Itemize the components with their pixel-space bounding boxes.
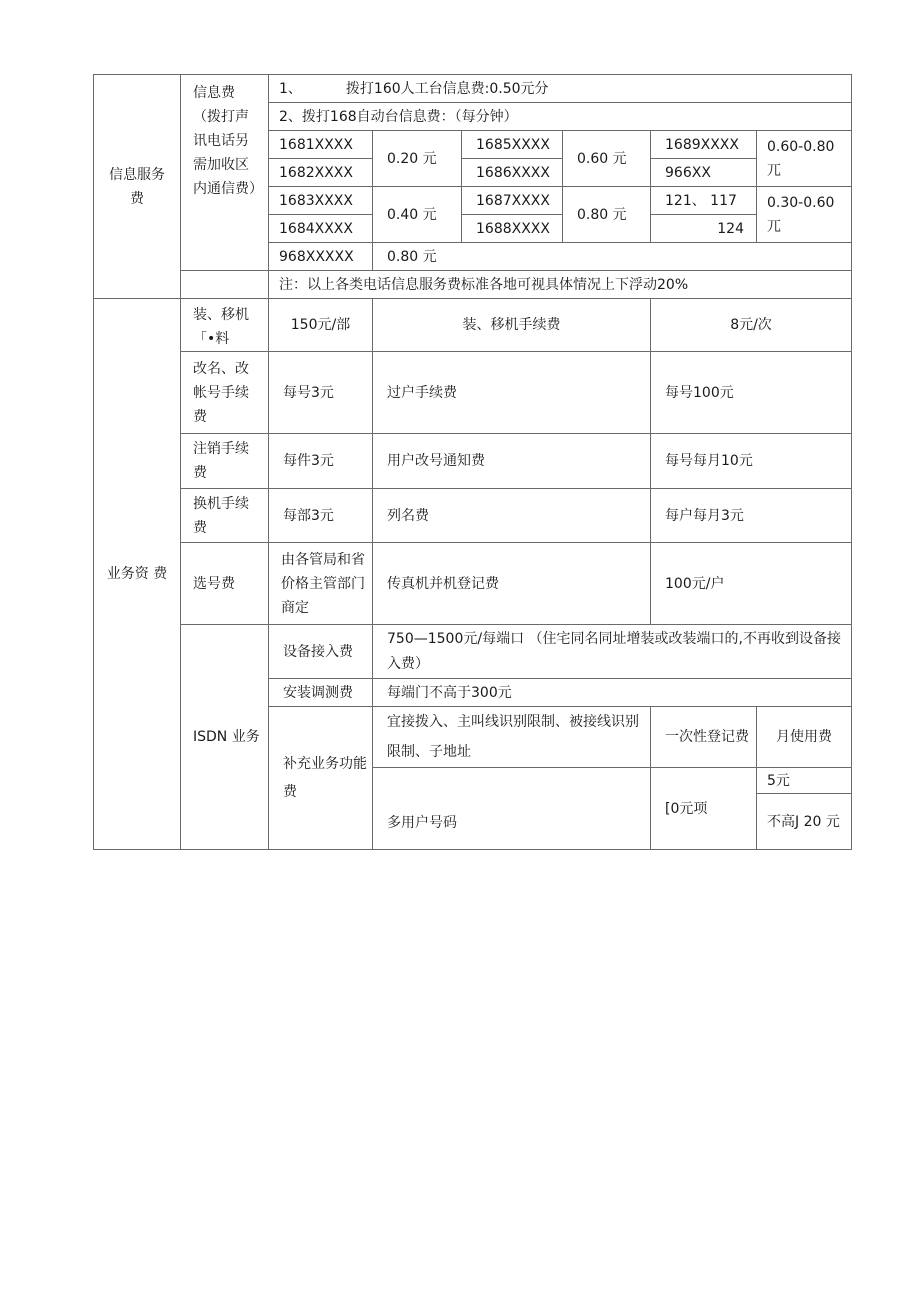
isdn-install-label: 安装调测费 [269, 679, 373, 707]
isdn-device-fee-label: 设备接入费 [269, 625, 373, 679]
rate-f-price: 0.30-0.60 兀 [757, 187, 852, 243]
rate-f2: 124 [651, 215, 757, 243]
info-line2: 2、拨打168自动台信息费：（每分钟） [269, 103, 852, 131]
info-line1 [269, 75, 852, 103]
info-line1-text: 拨打160人工台信息费:0.50元分 [345, 80, 549, 97]
isdn-install-text: 每端门不高于300元 [373, 679, 852, 707]
rate-e-price: 0.80 元 [563, 187, 651, 243]
info-service-category: 信息服务费 [94, 75, 181, 299]
business-category: 业务资 费 [94, 299, 181, 850]
business-price2-2: 每号每月10元 [651, 434, 852, 489]
business-item2-3: 列名费 [373, 489, 651, 543]
business-item-3: 换机手续费 [181, 489, 269, 543]
isdn-monthly-value1: 5元 [757, 768, 852, 794]
isdn-label: ISDN 业务 [181, 625, 269, 850]
rate-b-price: 0.60 元 [563, 131, 651, 187]
business-price-4: 由各管局和省价格主管部门商定 [269, 543, 373, 625]
rate-d2: 1684XXXX [269, 215, 373, 243]
business-price-3: 每部3元 [269, 489, 373, 543]
business-item-0: 装、移机「•料 [181, 299, 269, 352]
rate-b1: 1685XXXX [462, 131, 563, 159]
isdn-one-time-value: [0元项 [651, 768, 757, 850]
rate-d-price: 0.40 元 [373, 187, 462, 243]
isdn-one-time-header: 一次性登记费 [651, 707, 757, 768]
business-price-2: 每件3元 [269, 434, 373, 489]
info-note: 注：以上各类电话信息服务费标准各地可视具体情况上下浮动20% [269, 271, 852, 299]
isdn-device-fee-text: 750—1500元/每端口 （住宅同名同址增装或改装端口的,不再收到设备接入费） [373, 625, 852, 679]
rate-g-price: 0.80 元 [373, 243, 852, 271]
isdn-supp-label: 补充业务功能费 [269, 707, 373, 850]
rate-c2: 966XX [651, 159, 757, 187]
business-price2-0: 8元/次 [651, 299, 852, 352]
rate-e1: 1687XXXX [462, 187, 563, 215]
rate-c1: 1689XXXX [651, 131, 757, 159]
note-blank-cell [181, 271, 269, 299]
fee-table [93, 74, 852, 850]
rate-c-price: 0.60-0.80 兀 [757, 131, 852, 187]
business-price2-4: 100元/户 [651, 543, 852, 625]
business-item-2: 注销手续费 [181, 434, 269, 489]
isdn-supp-item2: 多用户号码 [373, 768, 651, 850]
info-fee-subcategory: 信息费（拨打声讯电话另需加收区内通信费） [181, 75, 269, 271]
business-price-0: 150元/部 [269, 299, 373, 352]
business-item2-1: 过户手续费 [373, 352, 651, 434]
rate-e2: 1688XXXX [462, 215, 563, 243]
business-item-1: 改名、改帐号手续费 [181, 352, 269, 434]
rate-g1: 968XXXXX [269, 243, 373, 271]
business-price2-3: 每户每月3元 [651, 489, 852, 543]
business-price-1: 每号3元 [269, 352, 373, 434]
rate-d1: 1683XXXX [269, 187, 373, 215]
rate-a2: 1682XXXX [269, 159, 373, 187]
isdn-monthly-header: 月使用费 [757, 707, 852, 768]
info-line1-prefix: 1、 [279, 80, 302, 97]
business-item-4: 选号费 [181, 543, 269, 625]
business-item2-0: 装、移机手续费 [373, 299, 651, 352]
rate-b2: 1686XXXX [462, 159, 563, 187]
isdn-supp-item1: 宜接拨入、主叫线识别限制、被接线识别限制、子地址 [373, 707, 651, 768]
rate-a1: 1681XXXX [269, 131, 373, 159]
business-item2-2: 用户改号通知费 [373, 434, 651, 489]
rate-f1: 121、 117 [651, 187, 757, 215]
business-item2-4: 传真机并机登记费 [373, 543, 651, 625]
business-price2-1: 每号100元 [651, 352, 852, 434]
isdn-monthly-value2: 不高J 20 元 [757, 794, 852, 850]
rate-a-price: 0.20 元 [373, 131, 462, 187]
